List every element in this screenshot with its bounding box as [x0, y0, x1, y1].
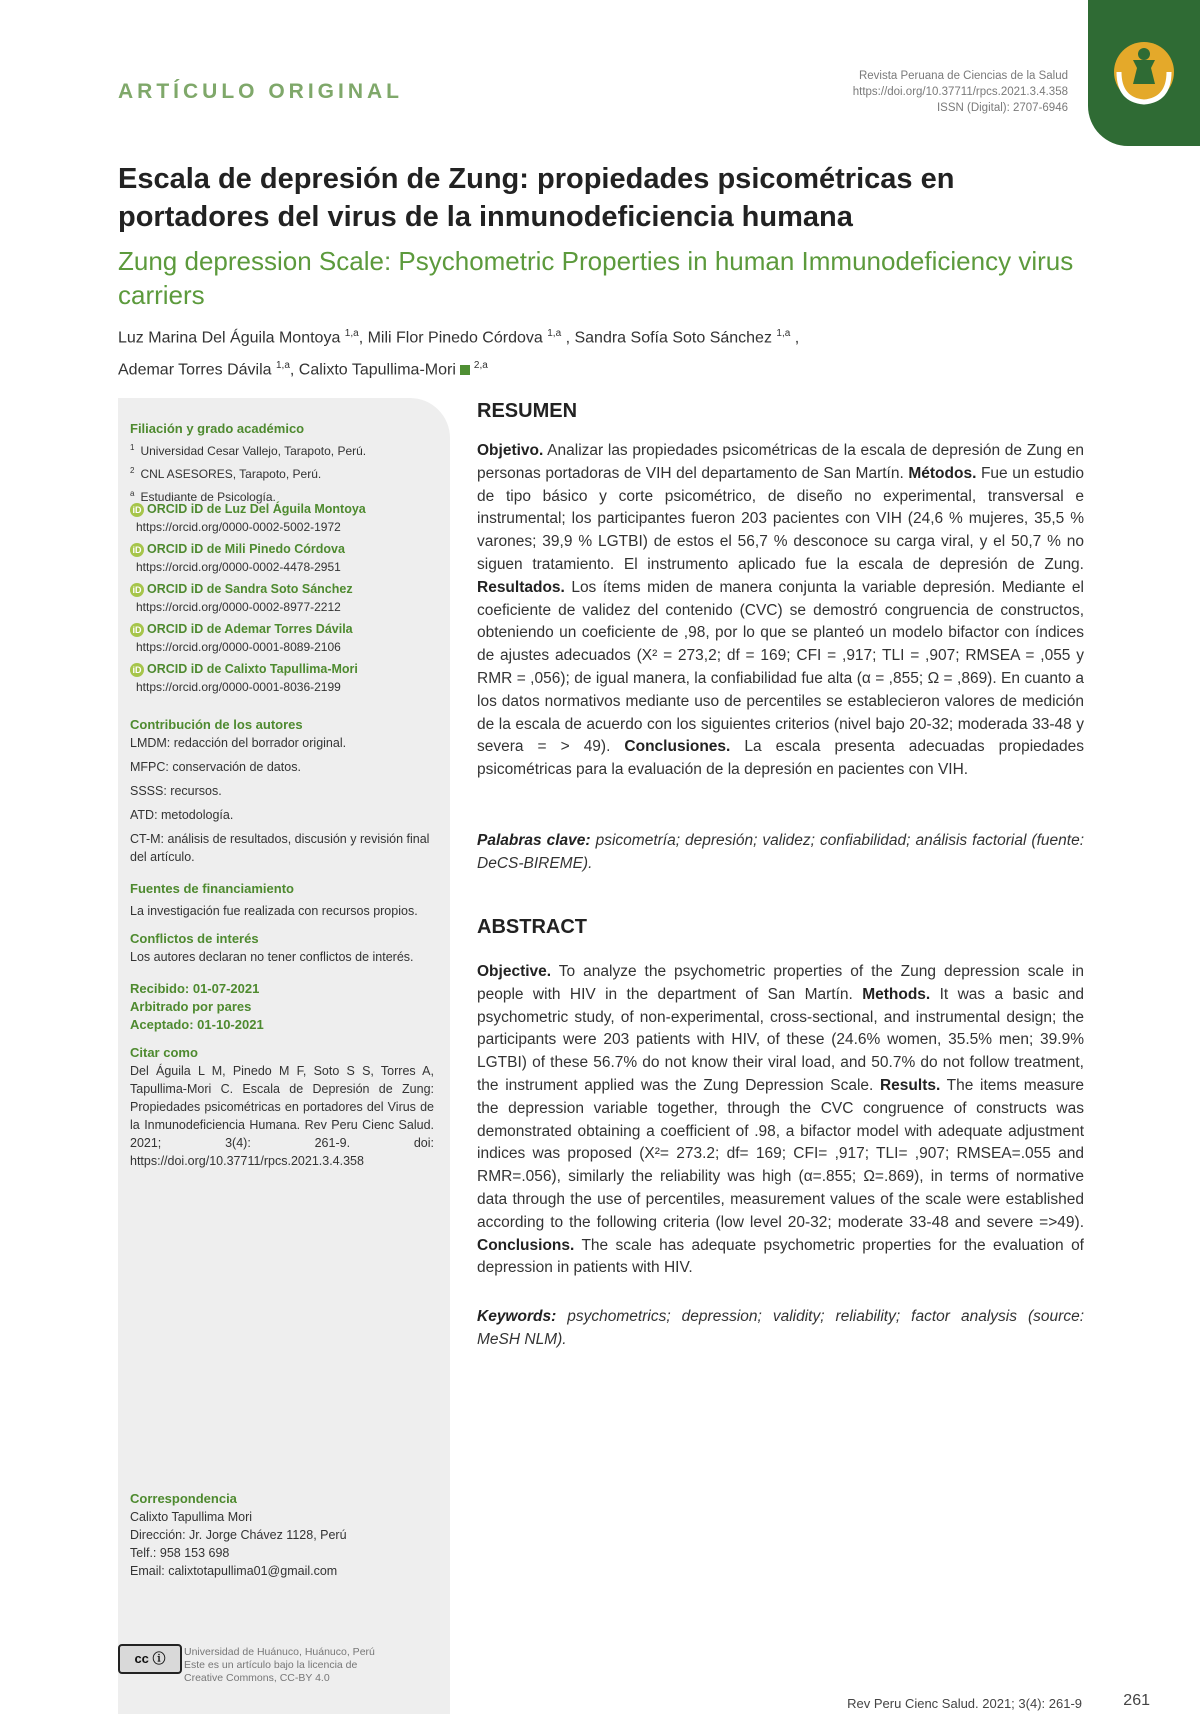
orcid-url[interactable]: https://orcid.org/0000-0002-8977-2212 — [136, 600, 341, 614]
orcid-label: ORCID iD de Luz Del Águila Montoya — [147, 502, 366, 516]
cite-text: Del Águila L M, Pinedo M F, Soto S S, Torres A, Tapullima-Mori C. Escala de Depresión de Zung: Propiedades psicométricas en portadores del Virus de la Inmunodeficiencia Humana. Rev Peru Cienc Salud. 2021; 3(4): 261-9. doi: https://doi.org/10.37711/rpcs.2021.3.4.358 — [130, 1064, 434, 1168]
methods-label: Methods. — [862, 985, 931, 1003]
results-text: Los ítems miden de manera conjunta la variable depresión. Mediante el coeficiente de validez del contenido (CVC) se demostró congruencia de constructos, obteniendo un coeficiente de ,98, por lo que se planteó un modelo bifactor con índices de ajustes adecuados (X² = 273,2; df = 169; CFI = ,917; TLI = ,907; RMSEA = ,055 y RMR = ,056); de igual manera, la confiabilidad fue alta (α = ,855; Ω = ,869). En cuanto a los datos normativos mediante uso de percentiles se establecieron valores de medición de la escala de acuerdo con los siguientes criterios (nivel bajo 20-32; moderada 33-48 y severa = > 49). — [477, 578, 1084, 756]
keywords-text: psychometrics; depression; validity; reliability; factor analysis (source: MeSH NLM). — [477, 1308, 1084, 1348]
issn: ISSN (Digital): 2707-6946 — [936, 102, 1068, 114]
results-label: Resultados. — [477, 578, 565, 596]
funding-text: La investigación fue realizada con recursos propios. — [130, 904, 418, 918]
orcid-label: ORCID iD de Sandra Soto Sánchez — [147, 582, 353, 596]
author-name: Mili Flor Pinedo Córdova — [367, 329, 543, 347]
peer-review-note: Arbitrado por pares — [130, 999, 252, 1014]
cite-section — [130, 1044, 434, 1170]
orcid-icon: iD — [130, 503, 144, 517]
author-name: Luz Marina Del Águila Montoya — [118, 329, 341, 347]
conclusions-text: The scale has adequate psychometric properties for the evaluation of depression in patients with HIV. — [477, 1236, 1084, 1277]
orcid-icon: iD — [130, 543, 144, 557]
methods-label: Métodos. — [908, 464, 977, 482]
section-heading: RESUMEN — [477, 400, 578, 422]
conclusions-label: Conclusions. — [477, 1236, 575, 1254]
contribution-item: CT-M: análisis de resultados, discusión y revisión final del artículo. — [130, 832, 430, 864]
objective-text: Analizar las propiedades psicométricas de la escala de depresión de Zung en personas portadoras de VIH del departamento de San Martín. — [477, 442, 1084, 482]
author-affiliation-mark: 1,a — [776, 328, 791, 339]
objective-label: Objetivo. — [477, 442, 544, 459]
orcid-entry[interactable] — [130, 620, 434, 656]
affiliation-item: $^2$ CNL ASESORES, Tarapoto, Perú. — [130, 466, 322, 481]
orcid-icon: iD — [130, 663, 144, 677]
correspondence-email[interactable]: Email: calixtotapullima01@gmail.com — [130, 1564, 338, 1578]
orcid-entry[interactable] — [130, 660, 434, 696]
journal-logo-tab — [1088, 0, 1200, 146]
methods-text: It was a basic and psychometric study, of non-experimental, cross-sectional, and instrumental design; the participants were 203 patients with HIV, of these (24.6% women, 35.5% men; 39.9% LGTBI) of these 56.7% do not know their viral load, and 50.7% do not follow treatment, the instrument applied was the Zung Depression Scale. — [477, 985, 1084, 1094]
contribution-item: LMDM: redacción del borrador original. — [130, 736, 347, 750]
keywords-label: Palabras clave: — [477, 832, 591, 849]
resumen-keywords — [477, 830, 1084, 876]
doi-link[interactable]: https://doi.org/10.37711/rpcs.2021.3.4.358 — [852, 86, 1068, 98]
conflict-title: Conflictos de interés — [130, 931, 259, 946]
contribution-item: SSSS: recursos. — [130, 784, 222, 798]
orcid-url[interactable]: https://orcid.org/0000-0001-8089-2106 — [136, 640, 341, 654]
correspondence-name: Calixto Tapullima Mori — [130, 1510, 253, 1524]
orcid-label: ORCID iD de Mili Pinedo Córdova — [147, 542, 345, 556]
section-label: ARTÍCULO ORIGINAL — [118, 80, 403, 103]
journal-name: Revista Peruana de Ciencias de la Salud — [858, 70, 1068, 82]
correspondence-section — [130, 1490, 434, 1580]
author-affiliation-mark: 1,a — [344, 328, 359, 339]
journal-logo-icon — [1105, 38, 1183, 108]
author-affiliation-mark: 1,a — [276, 360, 290, 372]
contribution-item: ATD: metodología. — [130, 808, 234, 822]
footer-citation: Rev Peru Cienc Salud. 2021; 3(4): 261-9 — [847, 1696, 1082, 1711]
journal-info — [853, 68, 1068, 116]
orcid-entry[interactable] — [130, 500, 434, 536]
license-text — [184, 1646, 384, 1685]
corresponding-author-icon — [460, 365, 470, 375]
correspondence-title: Correspondencia — [130, 1491, 237, 1506]
author-list: Luz Marina Del Águila Montoya $^{1,a}$, Mili Flor Pinedo Córdova $^{1,a}$ , Sandra Sofía Soto Sánchez $^{1,a}$ , Ademar Torres Dávila $^{1,a}$, Calixto Tapullima-Mori $^{2,a}$ — [118, 328, 800, 379]
page-number: 261 — [1123, 1692, 1150, 1709]
received-date: Recibido: 01-07-2021 — [130, 981, 260, 996]
affiliation-title: Filiación y grado académico — [130, 421, 305, 436]
conclusions-text: La escala presenta adecuadas propiedades psicométricas para la evaluación de la depresión en pacientes con VIH. — [477, 738, 1084, 779]
orcid-label: ORCID iD de Calixto Tapullima-Mori — [147, 662, 358, 676]
orcid-icon: iD — [130, 583, 144, 597]
abstract-keywords — [477, 1306, 1084, 1352]
correspondence-phone: Telf.: 958 153 698 — [130, 1546, 230, 1560]
resumen-heading — [477, 400, 1084, 423]
contribution-section — [130, 716, 434, 866]
author-affiliation-mark: 2,a — [473, 360, 488, 372]
license-line: Creative Commons, CC-BY 4.0 — [184, 1672, 330, 1684]
affiliation-item: $^a$ Estudiante de Psicología. — [130, 489, 276, 504]
orcid-icon: iD — [130, 623, 144, 637]
section-heading: ABSTRACT — [477, 916, 587, 938]
affiliation-section — [130, 420, 434, 507]
contribution-title: Contribución de los autores — [130, 717, 303, 732]
abstract-heading — [477, 916, 1084, 939]
abstract-body — [477, 961, 1084, 1280]
resumen-body — [477, 440, 1084, 782]
results-text: The items measure the depression variable together, through the CVC congruence of constructs was demonstrated obtaining a coefficient of .98, a bifactor model with adequate adjustment indices was proposed (X²= 273.2; df= 169; CFI= ,917; TLI= ,907; RMSEA=.055 and RMR=.056), similarly the reliability was high (α=.855; Ω=.869), in terms of normative data through the use of percentiles, measurement values of the scale were established according to the following criteria (low level 20-32; moderate 33-48 and severe =>49). — [477, 1076, 1084, 1231]
keywords-text: psicometría; depresión; validez; confiabilidad; análisis factorial (fuente: DeCS-BIREME). — [477, 832, 1084, 872]
contribution-item: MFPC: conservación de datos. — [130, 760, 301, 774]
conclusions-label: Conclusiones. — [624, 738, 731, 756]
correspondence-address: Dirección: Jr. Jorge Chávez 1128, Perú — [130, 1528, 347, 1542]
author-affiliation-mark: 1,a — [547, 328, 562, 339]
orcid-label: ORCID iD de Ademar Torres Dávila — [147, 622, 353, 636]
author-name: Calixto Tapullima-Mori — [298, 361, 456, 379]
license-line: Este es un artículo bajo la licencia de — [184, 1659, 358, 1671]
author-name: Ademar Torres Dávila — [118, 361, 272, 379]
results-label: Results. — [879, 1076, 941, 1094]
keywords-label: Keywords: — [477, 1308, 557, 1325]
funding-section — [130, 880, 434, 920]
orcid-entry[interactable] — [130, 580, 434, 616]
author-name: Sandra Sofía Soto Sánchez — [574, 329, 772, 347]
article-title-spanish: Escala de depresión de Zung: propiedades psicométricas en portadores del virus de la inmunodeficiencia humana — [118, 163, 955, 233]
dates-section — [130, 980, 434, 1034]
cc-license-badge[interactable]: cc ⓘ — [118, 1644, 182, 1674]
orcid-entry[interactable] — [130, 540, 434, 576]
orcid-section — [130, 500, 434, 700]
orcid-url[interactable]: https://orcid.org/0000-0002-4478-2951 — [136, 560, 341, 574]
conflict-text: Los autores declaran no tener conflictos de interés. — [130, 950, 414, 964]
accepted-date: Aceptado: 01-10-2021 — [130, 1017, 264, 1032]
objective-label: Objective. — [477, 963, 552, 980]
orcid-url[interactable]: https://orcid.org/0000-0002-5002-1972 — [136, 520, 341, 534]
orcid-url[interactable]: https://orcid.org/0000-0001-8036-2199 — [136, 680, 341, 694]
conflict-section — [130, 930, 434, 966]
objective-text: To analyze the psychometric properties of the Zung depression scale in people with HIV in the department of San Martín. — [477, 963, 1084, 1003]
cite-title: Citar como — [130, 1045, 198, 1060]
article-title-english: Zung depression Scale: Psychometric Properties in human Immunodeficiency virus carriers — [118, 246, 1074, 310]
license-line: Universidad de Huánuco, Huánuco, Perú — [184, 1646, 375, 1658]
methods-text: Fue un estudio de tipo básico y corte psicométrico, de diseño no experimental, transversal e instrumental; los participantes fueron 203 pacientes con VIH (24,6 % mujeres, 35,5 % varones; 39,9 % LGTBI) de estos el 56,7 % desconoce su carga viral, y el 50,7 % no siguen tratamiento. El instrumento aplicado fue la escala de depresión de Zung. — [477, 464, 1084, 573]
funding-title: Fuentes de financiamiento — [130, 881, 294, 896]
affiliation-item: $^1$ Universidad Cesar Vallejo, Tarapoto, Perú. — [130, 443, 367, 458]
